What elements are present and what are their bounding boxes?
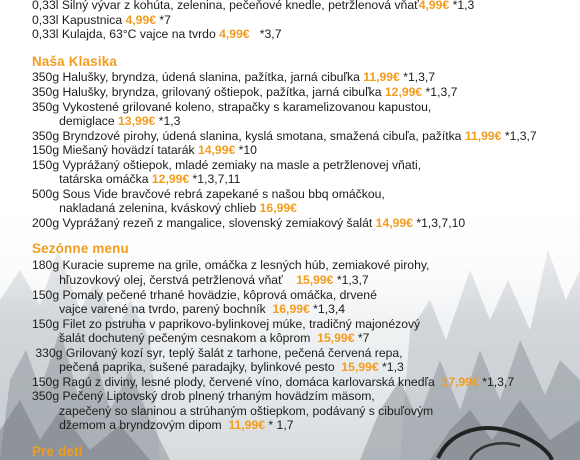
soup-item: 0,33l Kapustnica 4,99€ *7 bbox=[32, 13, 171, 27]
section-title-sezonne: Sezónne menu bbox=[32, 241, 129, 256]
menu-item-continuation: zapečený so slaninou a strúhaným oštiepkom, podávaný s cibuľovým bbox=[32, 404, 434, 418]
section-title-klasika: Naša Klasika bbox=[32, 54, 118, 69]
menu-item: 180g Kuracie supreme na grile, omáčka z lesných húb, zemiakové pirohy, bbox=[32, 258, 430, 272]
menu-item: 350g Vykostené grilované koleno, strapačky s karamelizovanou kapustou, bbox=[32, 100, 432, 114]
menu-item-continuation: vajce varené na tvrdo, parený bochník 16,99€ *1,3,4 bbox=[32, 302, 346, 316]
menu-item: 500g Sous Vide bravčové rebrá zapekané s našou bbq omáčkou, bbox=[32, 187, 385, 201]
menu-item: 350g Bryndzové pirohy, údená slanina, kyslá smotana, smažená cibuľa, pažítka 11,99€ *1,3,7 bbox=[32, 129, 537, 143]
menu-item-continuation: džemom a bryndzovým dipom 11,99€ * 1,7 bbox=[32, 418, 294, 432]
section-title-deti: Pre deti bbox=[32, 444, 83, 459]
soup-item: 0,33l Kulajda, 63°C vajce na tvrdo 4,99€ *3,7 bbox=[32, 27, 282, 41]
menu-item: 350g Halušky, bryndza, grilovaný oštiepok, pažítka, jarná cibuľka 12,99€ *1,3,7 bbox=[32, 85, 458, 99]
menu-item: 350g Pečený Liptovský drob plnený trhaným hovädzím mäsom, bbox=[32, 389, 375, 403]
menu-item-continuation: tatárska omáčka 12,99€ *1,3,7,11 bbox=[32, 172, 241, 186]
menu-item-continuation: hľuzovkový olej, čerstvá petržlenová vňať 15,99€ *1,3,7 bbox=[32, 273, 369, 287]
menu-item: 350g Halušky, bryndza, údená slanina, pažítka, jarná cibuľka 11,99€ *1,3,7 bbox=[32, 70, 436, 84]
menu-item: 330g Grilovaný kozí syr, teplý šalát z tarhone, pečená červená repa, bbox=[32, 346, 403, 360]
menu-item-continuation: demiglace 13,99€ *1,3 bbox=[32, 114, 181, 128]
menu-item: 200g Vyprážaný rezeň z mangalice, slovenský zemiakový šalát 14,99€ *1,3,7,10 bbox=[32, 216, 466, 230]
menu-item: 150g Filet zo pstruha v paprikovo-bylinkovej múke, tradičný majonézový bbox=[32, 317, 421, 331]
menu-item-continuation: šalát dochutený pečeným cesnakom a kôprom 15,99€ *7 bbox=[32, 331, 370, 345]
menu-item-continuation: pečená paprika, sušené paradajky, bylinkové pesto 15,99€ *1,3 bbox=[32, 360, 404, 374]
menu-item: 150g Ragú z diviny, lesné plody, červené víno, domáca karlovarská knedľa 17,99€ *1,3,7 bbox=[32, 375, 515, 389]
soup-item: 0,33l Silný vývar z kohúta, zelenina, pečeňové knedle, petržlenová vňať4,99€ *1,3 bbox=[32, 0, 475, 12]
menu-item-continuation: nakladaná zelenina, kváskový chlieb 16,99€ bbox=[32, 201, 297, 215]
menu-item: 150g Vyprážaný oštiepok, mladé zemiaky na masle a petržlenovej vňati, bbox=[32, 158, 422, 172]
menu-item: 150g Miešaný hovädzí tatarák 14,99€ *10 bbox=[32, 143, 257, 157]
menu-item: 150g Pomaly pečené trhané hovädzie, kôprová omáčka, drvené bbox=[32, 288, 377, 302]
